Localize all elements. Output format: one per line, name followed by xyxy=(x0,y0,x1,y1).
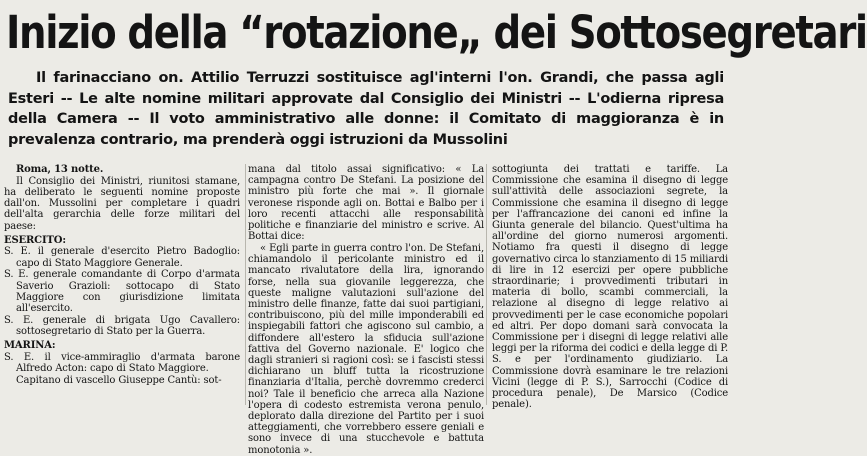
nomination-item: S. E. generale comandante di Corpo d'armata Saverio Grazioli: sottocapo di Stato Maggiore con giurisdizione limitata all'esercito. xyxy=(4,269,240,314)
nomination-item: S. E. generale di brigata Ugo Cavallero: sottosegretario di Stato per la Guerra. xyxy=(4,314,240,337)
article-column-1 xyxy=(4,164,240,405)
intro-paragraph: Il Consiglio dei Ministri, riunitosi stamane, ha deliberato le seguenti nomine proposte dall'on. Mussolini per completare i quadri dell'alta gerarchia delle forze militari del paese: xyxy=(4,175,240,232)
article-paragraph: sottogiunta dei trattati e tariffe. La Commissione che esamina il disegno di legge sull'attività delle associazioni segrete, la Commissione che esamina il disegno di legge per l'affrancazione dei canoni ed infine la Giunta generale del bilancio. Quest'ultima ha all'ordine del giorno numerosi argomenti. Notiamo fra questi il disegno di legge governativo circa lo stanziamento di 15 miliardi di lire in 12 esercizi per opere pubbliche straordinarie; i provvedimenti tributari in materia di bollo, scambi commerciali, la relazione al disegno di legge relativo ai provvedimenti per le case economiche popolari ed altri. Per dopo domani sarà convocata la Commissione per i disegni di legge relativi alle leggi per la riforma dei codici e della legge di P. S. e per l'ordinamento giudiziario. La Commissione dovrà esaminare le tre relazioni Vicini (legge di P. S.), Sarrocchi (Codice di procedura penale), De Marsico (Codice penale). xyxy=(492,164,728,411)
article-paragraph: mana dal titolo assai significativo: « La campagna contro De Stefani. La posizione del ministro più forte che mai ». Il giornale veronese risponde agli on. Bottai e Balbo per i loro recenti attacchi alle responsabilità politiche e finanziarie del ministro e scrive. Al Bottai dice: xyxy=(248,164,484,243)
dateline: Roma, 13 notte. xyxy=(16,164,104,175)
section-heading-navy: MARINA: xyxy=(4,340,56,352)
nomination-item: Capitano di vascello Giuseppe Cantù: sot- xyxy=(16,374,222,386)
headline: Inizio della “rotazione„ dei Sottosegretari xyxy=(6,6,867,59)
article-quote: « Egli parte in guerra contro l'on. De Stefani, chiamandolo il pericolante ministro ed il mancato rivalutatore della lira, ignorando forse, nella sua giovanile leggerezza, che queste maligne valutazioni sull'azione del ministro delle finanze, fatte dai suoi partigiani, contribuiscono, più del mille imponderabili ed inspiegabili fattori che agiscono sul cambio, a diffondere all'estero la sfiducia sull'azione fattiva del Governo nazionale. E' logico che dagli stranieri si ragioni così: se i fascisti stessi dichiarano un bluff tutta la ricostruzione finanziaria d'Italia, perchè dovremmo crederci noi? Tale il beneficio che arreca alla Nazione l'opera di codesto estremista verona penulo, deplorato dalla direzione del Partito per i suoi atteggiamenti, che vorrebbero essere geniali e sono invece di una stucchevole e battuta monotonia ». xyxy=(248,242,484,456)
section-heading-army: ESERCITO: xyxy=(4,234,66,246)
nomination-item: S. E. il generale d'esercito Pietro Badoglio: capo di Stato Maggiore Generale. xyxy=(4,246,240,269)
article-column-2 xyxy=(248,164,484,456)
article-columns xyxy=(4,164,728,456)
subheadline: Il farinacciano on. Attilio Terruzzi sostituisce agl'interni l'on. Grandi, che passa agli Esteri -- Le alte nomine militari approvate dal Consiglio dei Ministri -- L'odierna ripresa della Camera -- Il voto amministrativo alle donne: il Comitato di maggioranza è in prevalenza contrario, ma prenderà oggi istruzioni da Mussolini xyxy=(8,70,724,148)
article-column-3 xyxy=(492,164,728,411)
nomination-item: S. E. il vice-ammiraglio d'armata barone Alfredo Acton: capo di Stato Maggiore. xyxy=(4,351,240,374)
